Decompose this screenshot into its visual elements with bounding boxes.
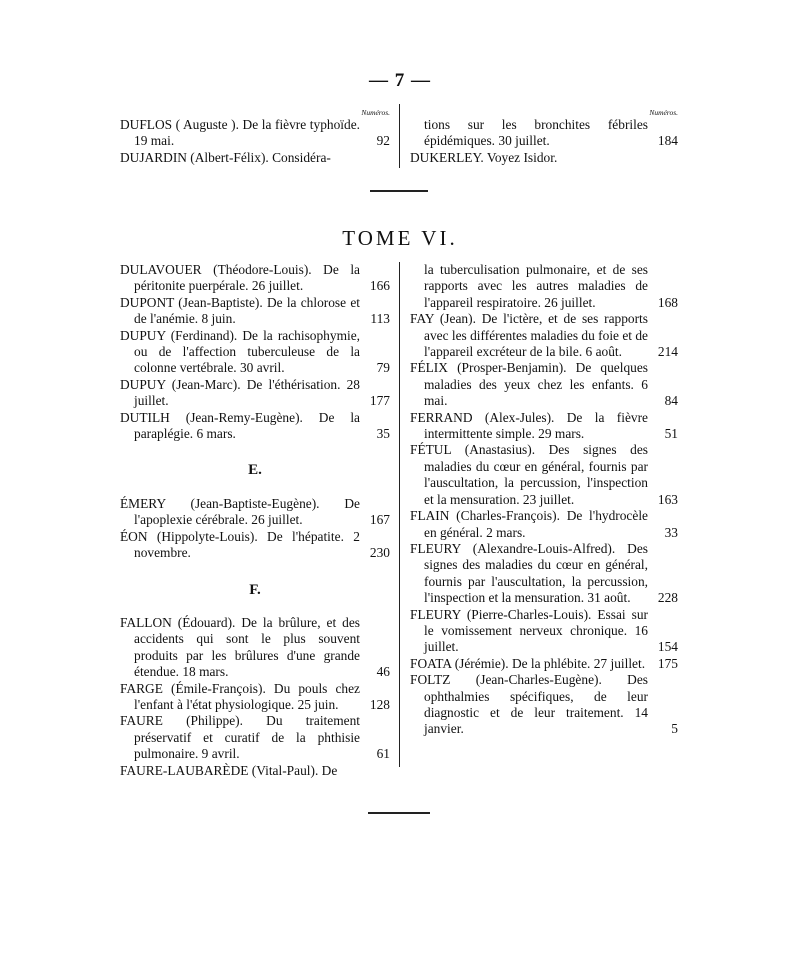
entry-text: FOATA (Jérémie). De la phlébite. 27 juillet. <box>410 655 646 671</box>
numeros-header: Numéros. <box>649 108 678 117</box>
index-entry <box>120 529 390 562</box>
entry-number: 214 <box>657 344 678 360</box>
entry-number: 128 <box>369 696 390 712</box>
index-entry <box>410 508 678 541</box>
entry-number: 166 <box>369 278 390 294</box>
entry-text: DUFLOS ( Auguste ). De la fièvre typhoïde. 19 mai. <box>120 117 360 149</box>
entry-text: ÉMERY (Jean-Baptiste-Eugène). De l'apoplexie cérébrale. 26 juillet. <box>120 495 360 528</box>
entry-text: FAURE (Philippe). Du traitement préservatif et curatif de la phthisie pulmonaire. 9 avril. <box>120 713 360 762</box>
page-number: — 7 — <box>369 70 431 91</box>
entry-text: FÉLIX (Prosper-Benjamin). De quelques maladies des yeux chez les enfants. 6 mai. <box>410 360 648 409</box>
entry-text: DUPONT (Jean-Baptiste). De la chlorose et de l'anémie. 8 juin. <box>120 294 360 327</box>
index-entry <box>120 117 390 150</box>
entry-number: 61 <box>376 746 390 762</box>
entry-text: FLEURY (Alexandre-Louis-Alfred). Des signes des maladies du cœur en général, fournis par l'auscultation, la percussion, l'inspection et la mensuration. 31 août. <box>410 540 648 606</box>
entry-number: 5 <box>671 721 678 737</box>
entry-text: FÉTUL (Anastasius). Des signes des maladies du cœur en général, fournis par l'auscultation, la percussion, l'inspection et la mensuration. 23 juillet. <box>410 442 648 507</box>
top-right-entries <box>410 117 678 166</box>
entry-text: FAURE-LAUBARÈDE (Vital-Paul). De <box>120 762 338 778</box>
index-entry <box>410 311 678 360</box>
index-entry <box>120 763 390 779</box>
entry-number: 167 <box>369 512 390 528</box>
entry-number: 184 <box>657 133 678 149</box>
index-entry <box>120 410 390 443</box>
main-left-column <box>120 262 390 779</box>
numeros-header: Numéros. <box>361 108 390 117</box>
index-entry <box>410 117 678 150</box>
entry-text: FAY (Jean). De l'ictère, et de ses rapports avec les différentes maladies du foie et de l'appareil excréteur de la bile. 6 août. <box>410 311 648 360</box>
index-entry <box>120 328 390 377</box>
entry-text: FLEURY (Pierre-Charles-Louis). Essai sur le vomissement nerveux chronique. 16 juillet. <box>410 606 648 655</box>
section-letter: E. <box>248 462 262 479</box>
entry-text: FLAIN (Charles-François). De l'hydrocèle en général. 2 mars. <box>410 508 648 540</box>
index-entry <box>410 541 678 607</box>
entry-text: DUPUY (Ferdinand). De la rachisophymie, ou de l'affection tuberculeuse de la colonne vertébrale. 30 avril. <box>120 327 360 376</box>
index-entry <box>410 410 678 443</box>
entry-text: tions sur les bronchites fébriles épidémiques. 30 juillet. <box>424 117 648 149</box>
entry-number: 79 <box>376 360 390 376</box>
entry-number: 51 <box>664 426 678 442</box>
entry-text: DUKERLEY. Voyez Isidor. <box>410 149 558 165</box>
entry-number: 113 <box>370 311 390 327</box>
index-entry <box>120 295 390 328</box>
index-entry <box>410 150 678 166</box>
section-title: TOME VI. <box>342 226 458 250</box>
index-entry <box>410 442 678 508</box>
entry-number: 175 <box>657 655 678 671</box>
entry-number: 177 <box>369 393 390 409</box>
entry-number: 228 <box>657 590 678 606</box>
entry-text: DUTILH (Jean-Remy-Eugène). De la paraplégie. 6 mars. <box>120 409 360 442</box>
entry-number: 154 <box>657 639 678 655</box>
index-entry <box>120 150 390 166</box>
index-entry <box>410 672 678 738</box>
index-entry <box>120 496 390 529</box>
index-entry <box>120 377 390 410</box>
index-entry <box>120 615 390 681</box>
separator-rule-top <box>370 190 428 192</box>
entry-number: 168 <box>657 294 678 310</box>
index-entry <box>410 262 678 311</box>
entry-number: 46 <box>376 664 390 680</box>
index-entry <box>410 360 678 409</box>
entry-number: 35 <box>376 426 390 442</box>
top-left-entries <box>120 117 390 166</box>
entry-text: FALLON (Édouard). De la brûlure, et des accidents qui sont le plus souvent produits par les brûlures d'une grande étendue. 18 mars. <box>120 614 360 680</box>
entry-number: 84 <box>664 393 678 409</box>
entry-text: DUJARDIN (Albert-Félix). Considéra- <box>120 149 331 165</box>
entry-text: DUPUY (Jean-Marc). De l'éthérisation. 28 juillet. <box>120 376 360 409</box>
index-entry <box>120 713 390 762</box>
separator-rule-bottom <box>368 812 430 814</box>
entry-text: FERRAND (Alex-Jules). De la fièvre intermittente simple. 29 mars. <box>410 409 648 442</box>
entry-text: FOLTZ (Jean-Charles-Eugène). Des ophthalmies spécifiques, de leur diagnostic et de leur traitement. 14 janvier. <box>410 672 648 737</box>
main-column-rule <box>399 262 400 767</box>
index-entry <box>410 607 678 656</box>
entry-text: DULAVOUER (Théodore-Louis). De la péritonite puerpérale. 26 juillet. <box>120 262 360 294</box>
top-right-column <box>410 108 678 166</box>
section-letter: F. <box>249 581 261 598</box>
entry-number: 230 <box>369 545 390 561</box>
entry-text: ÉON (Hippolyte-Louis). De l'hépatite. 2 novembre. <box>120 528 360 561</box>
index-entry <box>410 656 678 672</box>
main-right-column <box>410 262 678 738</box>
entry-number: 92 <box>376 133 390 149</box>
top-left-column <box>120 108 390 166</box>
top-column-rule <box>399 104 400 168</box>
index-entry <box>120 262 390 295</box>
index-entry <box>120 681 390 714</box>
entry-number: 163 <box>657 491 678 507</box>
entry-number: 33 <box>664 524 678 540</box>
entry-text: la tuberculisation pulmonaire, et de ses rapports avec les autres maladies de l'appareil respiratoire. 26 juillet. <box>424 262 648 310</box>
entry-text: FARGE (Émile-François). Du pouls chez l'enfant à l'état physiologique. 25 juin. <box>120 680 360 712</box>
